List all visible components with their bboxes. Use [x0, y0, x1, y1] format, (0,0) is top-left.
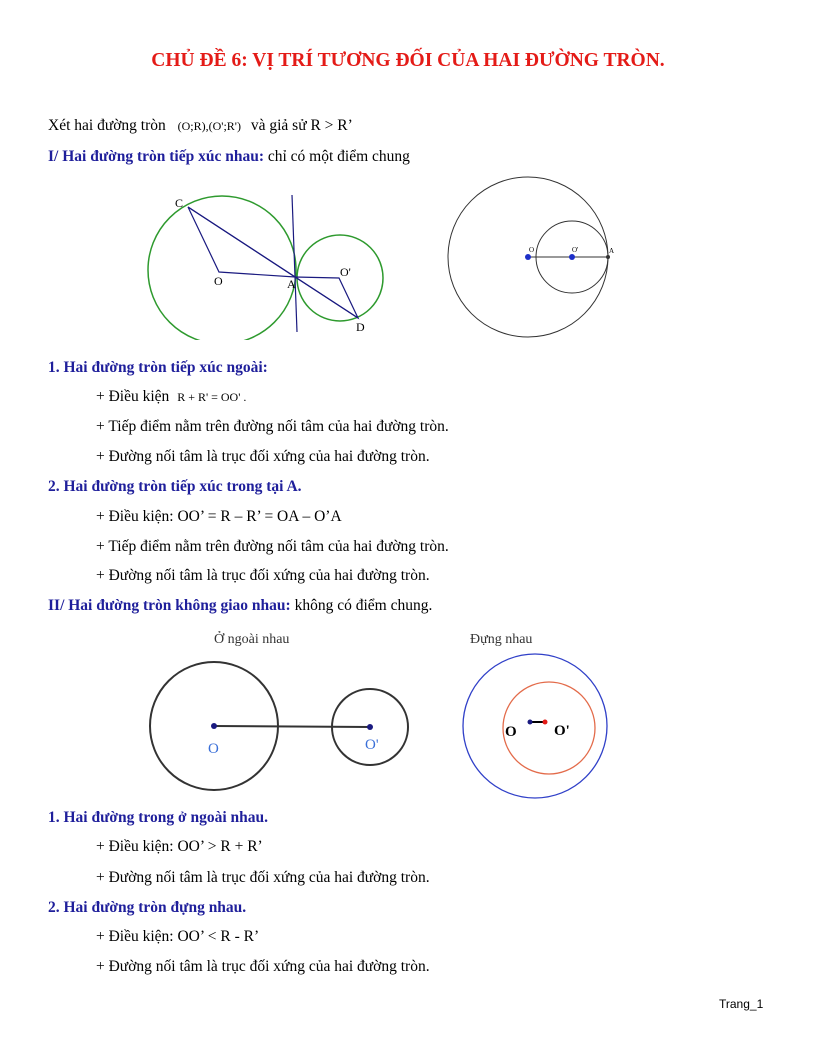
label-A: A: [287, 277, 296, 291]
sub1-line1: [96, 388, 246, 406]
label-O: O: [208, 741, 219, 757]
section2-heading-rest: không có điểm chung.: [294, 597, 433, 614]
large-green-circle: [148, 196, 296, 340]
sub1-heading: 1. Hai đường tròn tiếp xúc ngoài:: [48, 359, 268, 376]
figure-nested: [456, 650, 616, 810]
caption-nested: Đựng nhau: [470, 632, 533, 647]
small-label-O: O: [529, 246, 535, 254]
sub2-heading: 2. Hai đường tròn tiếp xúc trong tại A.: [48, 478, 302, 495]
intro-suffix: và giả sử R > R’: [250, 117, 353, 134]
label-O: O: [505, 724, 517, 740]
segment-CD: [188, 207, 358, 318]
sub3-heading: 1. Hai đường trong ở ngoài nhau.: [48, 809, 268, 826]
sub1-line2: + Tiếp điểm nằm trên đường nối tâm của hai đường tròn.: [96, 418, 449, 435]
label-O-prime: O': [340, 265, 351, 279]
section2-heading: [48, 597, 432, 615]
sub4-line2: + Đường nối tâm là trục đối xứng của hai đường tròn.: [96, 958, 430, 975]
section1-heading-rest: chỉ có một điểm chung: [267, 148, 410, 165]
label-D: D: [356, 320, 365, 334]
page-title: CHỦ ĐỀ 6: VỊ TRÍ TƯƠNG ĐỐI CỦA HAI ĐƯỜNG TRÒN.: [151, 50, 665, 71]
point-A: [606, 255, 610, 259]
inner-orange-circle: [503, 682, 595, 774]
point-O: [528, 720, 533, 725]
sub1-line1-prefix: + Điều kiện: [96, 388, 170, 405]
center-segment: [214, 726, 370, 727]
point-O-prime: [367, 724, 373, 730]
sub3-line2: + Đường nối tâm là trục đối xứng của hai đường tròn.: [96, 869, 430, 886]
label-O-prime: O': [554, 723, 570, 739]
sub2-line2: + Tiếp điểm nằm trên đường nối tâm của hai đường tròn.: [96, 538, 449, 555]
figure-outside-each-other: [145, 652, 415, 802]
caption-outside: Ở ngoài nhau: [214, 632, 290, 647]
intro-prefix: Xét hai đường tròn: [48, 117, 166, 134]
point-O-prime: [569, 254, 575, 260]
point-O-prime: [543, 720, 548, 725]
sub2-line1: + Điều kiện: OO’ = R – R’ = OA – O’A: [96, 508, 342, 525]
figure-external-tangent: [140, 190, 390, 340]
label-O-prime: O': [365, 737, 379, 753]
intro-math: (O;R),(O';R'): [177, 119, 241, 133]
sub1-line3: + Đường nối tâm là trục đối xứng của hai đường tròn.: [96, 448, 430, 465]
sub2-line3: + Đường nối tâm là trục đối xứng của hai đường tròn.: [96, 567, 430, 584]
page-number: Trang_1: [719, 997, 764, 1011]
outer-blue-circle: [463, 654, 607, 798]
section1-heading: [48, 148, 410, 166]
small-label-A: A: [609, 247, 615, 255]
point-O: [211, 723, 217, 729]
section2-heading-text: II/ Hai đường tròn không giao nhau:: [48, 597, 291, 614]
section1-heading-text: I/ Hai đường tròn tiếp xúc nhau:: [48, 148, 264, 165]
figure-internal-tangent: [444, 176, 624, 346]
sub4-line1: + Điều kiện: OO’ < R - R’: [96, 928, 260, 945]
point-O: [525, 254, 531, 260]
label-O: O: [214, 274, 223, 288]
sub3-line1: + Điều kiện: OO’ > R + R’: [96, 838, 263, 855]
intro-line: [48, 117, 353, 135]
small-label-O-prime: O': [572, 246, 579, 254]
sub1-line1-math: R + R' = OO' .: [177, 390, 247, 404]
label-C: C: [175, 196, 184, 210]
sub4-heading: 2. Hai đường tròn đựng nhau.: [48, 899, 247, 916]
